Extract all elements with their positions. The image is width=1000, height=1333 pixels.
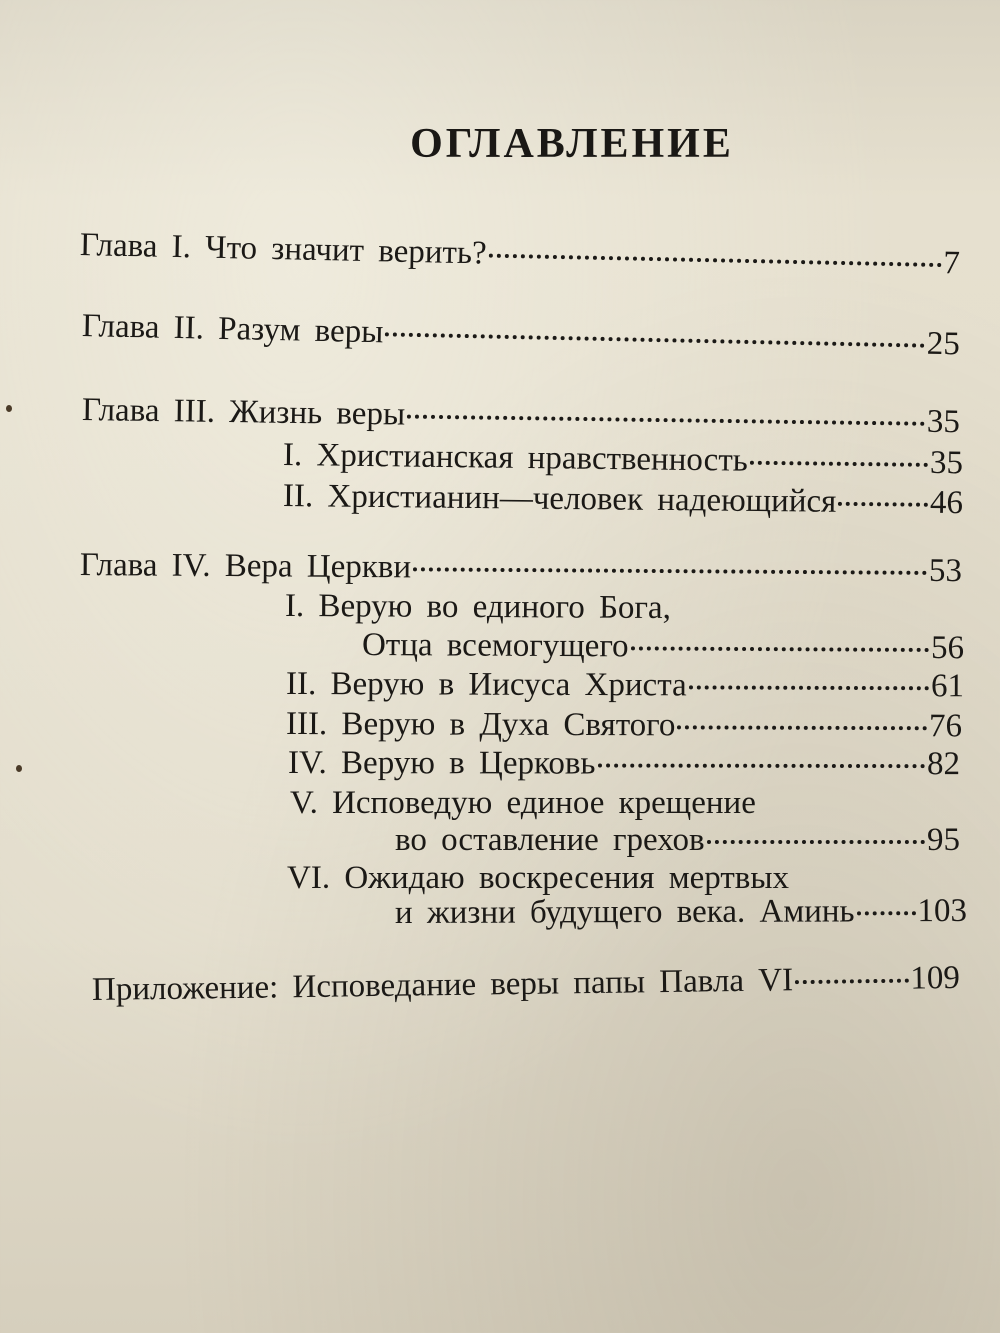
toc-page-number: 35: [926, 403, 961, 441]
toc-page-number: 35: [929, 444, 964, 482]
toc-entry-section-4-5-line-1: [290, 783, 756, 823]
toc-entry-section-3-2: [283, 476, 963, 523]
toc-entry-section-4-5-line-2: [395, 820, 960, 860]
dot-leader: [795, 979, 908, 985]
toc-entry-title: II. Христианин—человек надеющийся: [282, 478, 837, 520]
toc-entry-section-4-2: [286, 664, 964, 706]
toc-entry-title: II. Верую в Иисуса Христа: [285, 666, 687, 704]
toc-page-number: 109: [910, 959, 961, 997]
paper-speck: [6, 405, 12, 412]
dot-leader: [750, 461, 928, 467]
dot-leader: [707, 840, 925, 844]
dot-leader: [407, 415, 925, 426]
toc-entry-title: Глава III. Жизнь веры: [81, 392, 406, 433]
toc-entry-appendix: [92, 958, 960, 1010]
dot-leader: [677, 725, 927, 730]
dot-leader: [689, 685, 929, 690]
toc-entry-title: VI. Ожидаю воскресения мертвых: [287, 860, 789, 896]
dot-leader: [857, 911, 916, 915]
toc-page-number: 76: [928, 708, 963, 745]
toc-page-number: 61: [930, 668, 965, 705]
toc-page-number: 53: [928, 552, 963, 590]
toc-page-number: 82: [926, 746, 961, 783]
dot-leader: [385, 332, 924, 347]
toc-entry-section-3-1: [283, 435, 963, 483]
dot-leader: [597, 764, 925, 769]
toc-entry-chapter-2: [82, 306, 961, 364]
toc-entry-section-4-1-line-2: [362, 625, 964, 668]
toc-entry-chapter-4: [80, 545, 962, 591]
toc-entry-title: III. Верую в Духа Святого: [285, 706, 676, 744]
toc-entry-section-4-3: [286, 704, 962, 746]
toc-entry-title: и жизни будущего века. Аминь: [394, 893, 855, 931]
page-title: ОГЛАВЛЕНИЕ: [410, 121, 734, 167]
toc-page-number: 103: [917, 893, 968, 930]
toc-entry-chapter-1: [80, 225, 961, 283]
paper-speck: [16, 765, 22, 772]
toc-entry-title: Отца всемогущего: [361, 627, 629, 665]
show-through-texture: [0, 0, 1000, 230]
toc-entry-title: Глава IV. Вера Церкви: [79, 547, 412, 586]
toc-page-number: 46: [929, 484, 964, 522]
dot-leader: [413, 567, 927, 575]
toc-entry-title: Глава I. Что значит верить?: [79, 227, 487, 272]
toc-entry-title: Глава II. Разум веры: [81, 308, 384, 351]
toc-entry-title: IV. Верую в Церковь: [287, 745, 596, 782]
toc-page-number: 7: [942, 245, 961, 282]
dot-leader: [631, 646, 929, 652]
toc-page-number: 95: [927, 822, 960, 858]
toc-page-number: 25: [926, 325, 961, 363]
toc-entry-chapter-3: [82, 390, 960, 442]
toc-entry-section-4-1-line-1: [285, 586, 671, 628]
toc-entry-title: во оставление грехов: [395, 822, 705, 858]
toc-entry-title: I. Верую во единого Бога,: [284, 588, 671, 627]
toc-entry-title: V. Исповедую единое крещение: [290, 785, 756, 821]
toc-entry-title: Приложение: Исповедание веры папы Павла VI: [91, 962, 794, 1008]
toc-entry-title: I. Христианская нравственность: [282, 437, 749, 479]
toc-entry-section-4-4: [288, 743, 960, 784]
dot-leader: [489, 254, 942, 267]
dot-leader: [838, 502, 928, 507]
toc-page-number: 56: [930, 629, 965, 667]
toc-entry-section-4-6-line-2: [395, 891, 967, 933]
